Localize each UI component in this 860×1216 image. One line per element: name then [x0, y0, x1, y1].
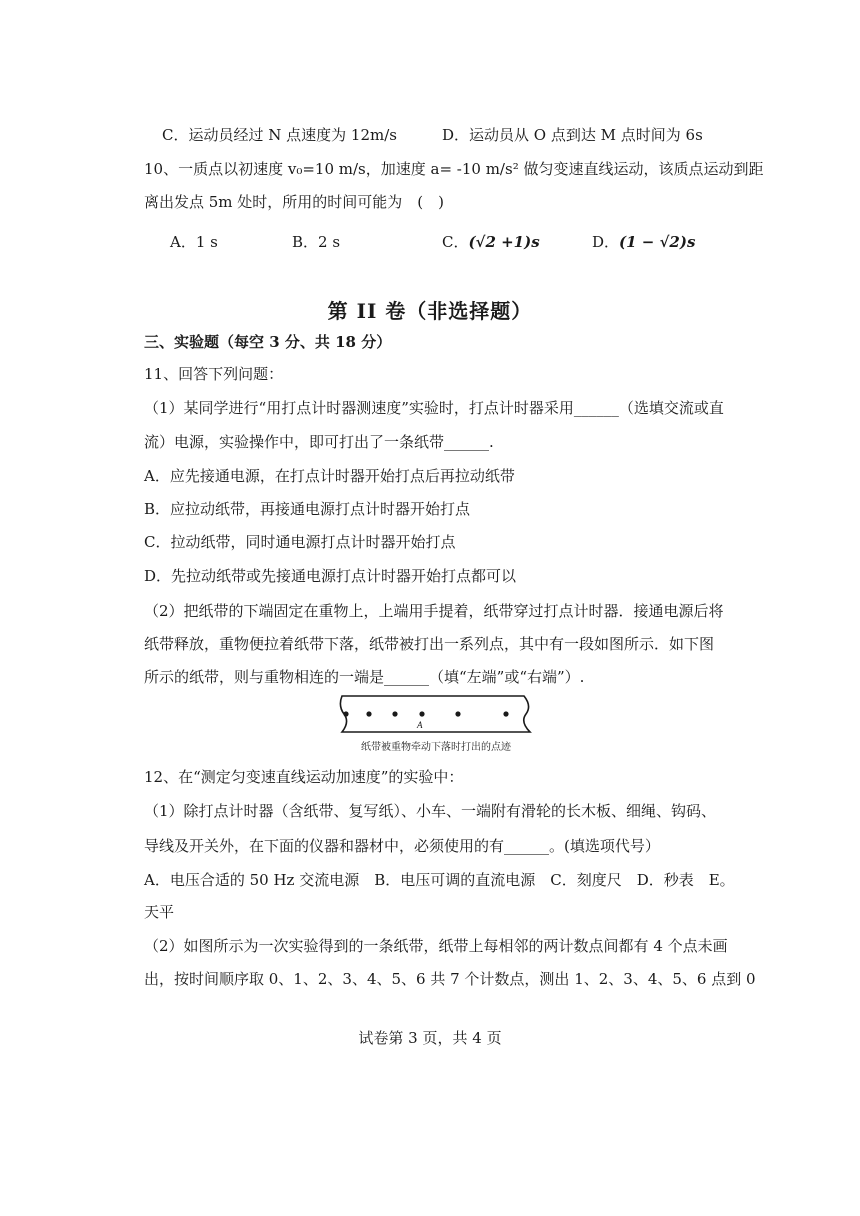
q10-option-c — [442, 231, 540, 252]
q10-option-b: B．2 s — [292, 233, 341, 251]
q9-options-row — [144, 124, 734, 146]
tape-dot — [366, 711, 371, 716]
q9-option-d: D．运动员从 O 点到达 M 点时间为 6s — [442, 126, 703, 144]
q10-stem-line2: 离出发点 5m 处时，所用的时间可能为 ( ) — [144, 193, 445, 211]
q11-option-b: B．应拉动纸带，再接通电源打点计时器开始打点 — [144, 500, 471, 518]
tape-caption: 纸带被重物牵动下落时打出的点迹 — [361, 742, 511, 753]
q11-option-d: D．先拉动纸带或先接通电源打点计时器开始打点都可以 — [144, 567, 517, 585]
q12-options-line1: A．电压合适的 50 Hz 交流电源 B．电压可调的直流电源 C．刻度尺 D．秒表 E。 — [144, 871, 735, 889]
q10-option-a: A．1 s — [170, 233, 218, 251]
paper-tape-figure — [336, 692, 536, 756]
section-title: 第 II 卷（非选择题） — [327, 299, 533, 323]
q12-p1-line1: （1）除打点计时器（含纸带、复写纸）、小车、一端附有滑轮的长木板、细绳、钩码、 — [144, 802, 717, 820]
q10-option-c-label: C． — [442, 233, 469, 251]
q11-p2-line1: （2）把纸带的下端固定在重物上，上端用手提着，纸带穿过打点计时器．接通电源后将 — [144, 602, 724, 620]
tape-dot — [503, 711, 508, 716]
tape-dot — [455, 711, 460, 716]
q9-option-c: C．运动员经过 N 点速度为 12m/s — [162, 126, 397, 144]
q10-option-d-label: D． — [592, 233, 620, 251]
tape-dot — [343, 711, 348, 716]
q11-p2-line2: 纸带释放，重物便拉着纸带下落，纸带被打出一系列点，其中有一段如图所示．如下图 — [144, 635, 715, 653]
q12-options-line2: 天平 — [144, 903, 175, 921]
tape-dot — [419, 711, 424, 716]
q11-p1-line1: （1）某同学进行“用打点计时器测速度”实验时，打点计时器采用______（选填交流或直 — [144, 399, 724, 417]
q12-p1-line2: 导线及开关外，在下面的仪器和器材中，必须使用的有______。(填选项代号） — [144, 837, 660, 855]
q12-p2-line2: 出，按时间顺序取 0、1、2、3、4、5、6 共 7 个计数点，测出 1、2、3、4、5、6 点到 0 — [144, 970, 756, 988]
q10-stem-line1: 10、一质点以初速度 v₀=10 m/s，加速度 a= -10 m/s² 做匀变速直线运动，该质点运动到距 — [144, 160, 764, 178]
tape-point-label: A — [417, 720, 423, 730]
q12-intro: 12、在“测定匀变速直线运动加速度”的实验中： — [144, 768, 464, 786]
q12-p2-line1: （2）如图所示为一次实验得到的一条纸带，纸带上每相邻的两计数点间都有 4 个点未画 — [144, 937, 728, 955]
q11-p2-line3: 所示的纸带，则与重物相连的一端是______（填“左端”或“右端”）. — [144, 668, 585, 686]
tape-dot — [392, 711, 397, 716]
page-footer: 试卷第 3 页，共 4 页 — [358, 1029, 502, 1047]
section3-heading: 三、实验题（每空 3 分、共 18 分） — [144, 333, 392, 351]
q11-option-c: C．拉动纸带，同时通电源打点计时器开始打点 — [144, 533, 456, 551]
q10-options-row — [144, 231, 734, 253]
q11-option-a: A．应先接通电源，在打点计时器开始打点后再拉动纸带 — [144, 467, 515, 485]
q10-option-c-value: (√2 +1)s — [468, 233, 540, 251]
q11-intro: 11、回答下列问题： — [144, 365, 284, 383]
q10-option-d-value: (1 − √2)s — [619, 233, 696, 251]
q11-p1-line2: 流）电源，实验操作中，即可打出了一条纸带______. — [144, 433, 494, 451]
q10-option-d — [592, 231, 695, 252]
